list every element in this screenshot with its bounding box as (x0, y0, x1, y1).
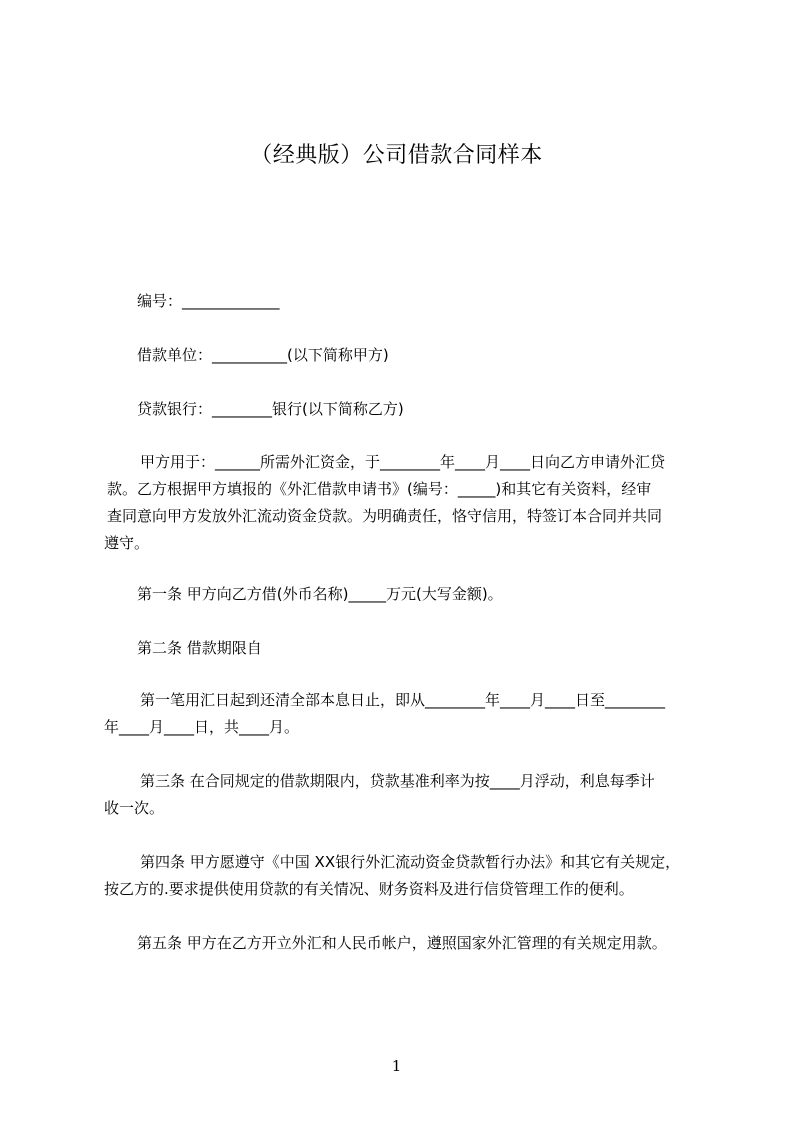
contract-number-field: 编号：_____________ (137, 292, 280, 310)
page-number: 1 (391, 1057, 402, 1075)
preamble-line-2: 款。乙方根据甲方填报的《外汇借款申请书》(编号：_____)和其它有关资料，经审 (107, 480, 652, 498)
article-2-detail-line-1: 第一笔用汇日起到还清全部本息日止，即从________年____月____日至________ (140, 691, 666, 709)
article-5: 第五条 甲方在乙方开立外汇和人民币帐户，遵照国家外汇管理的有关规定用款。 (137, 934, 667, 952)
article-1: 第一条 甲方向乙方借(外币名称)_____万元(大写金额)。 (137, 585, 503, 603)
preamble-line-3: 查同意向甲方发放外汇流动资金贷款。为明确责任，恪守信用，特签订本合同并共同 (107, 507, 663, 525)
document-title: （经典版）公司借款合同样本 (250, 143, 543, 168)
article-4-line-1: 第四条 甲方愿遵守《中国 XX银行外汇流动资金贷款暂行办法》和其它有关规定， (140, 853, 681, 871)
lender-field: 贷款银行：________银行(以下简称乙方) (137, 400, 404, 418)
article-4-line-2: 按乙方的.要求提供使用贷款的有关情况、财务资料及进行信贷管理工作的便利。 (104, 880, 634, 898)
preamble-line-4: 遵守。 (104, 534, 150, 552)
article-3-line-1: 第三条 在合同规定的借款期限内，贷款基准利率为按____月浮动，利息每季计 (140, 772, 655, 790)
article-2-detail-line-2: 年____月____日，共____月。 (104, 718, 300, 736)
article-2: 第二条 借款期限自 (137, 639, 262, 657)
article-3-line-2: 收一次。 (104, 799, 165, 817)
borrower-field: 借款单位：__________(以下简称甲方) (137, 346, 389, 364)
preamble-line-1: 甲方用于：______所需外汇资金，于________年____月____日向乙方申请外汇贷 (140, 453, 666, 471)
